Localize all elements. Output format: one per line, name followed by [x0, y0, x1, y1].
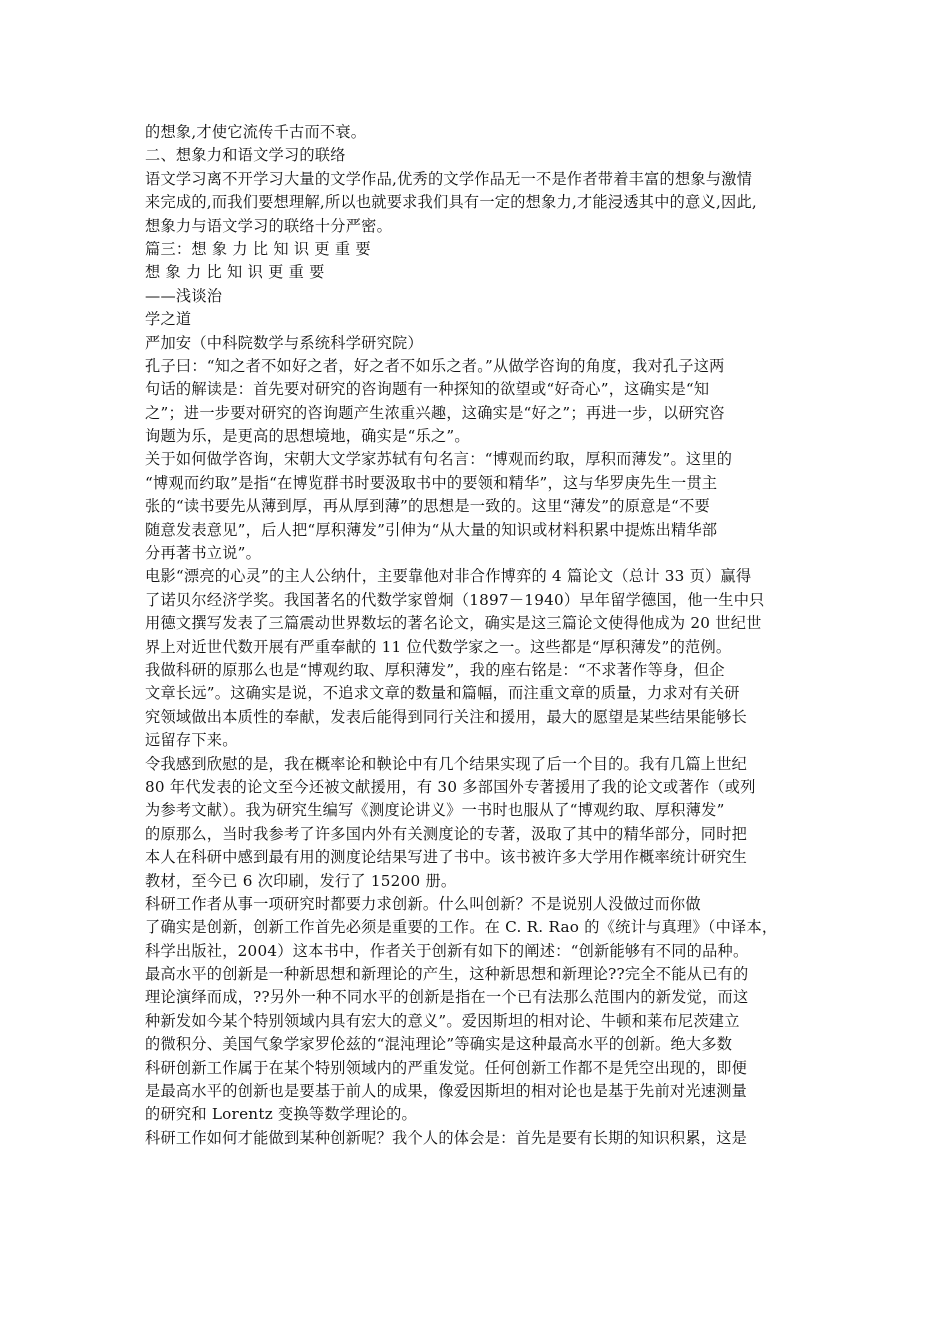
text-line: 语文学习离不开学习大量的文学作品,优秀的文学作品无一不是作者带着丰富的想象与激情 [145, 169, 753, 188]
text-line: 了确实是创新，创新工作首先必须是重要的工作。在 C. R. Rao 的《统计与真理》（中译本， [145, 918, 778, 937]
text-line: 句话的解读是：首先要对研究的咨询题有一种探知的欲望或“好奇心”，这确实是“知 [145, 380, 710, 399]
text-line: 理论演绎而成，??另外一种不同水平的创新是指在一个已有法那么范围内的新发觉，而这 [145, 988, 749, 1007]
text-line: “博观而约取”是指“在博览群书时要汲取书中的要领和精华”，这与华罗庚先生一贯主 [145, 473, 718, 492]
text-line: 孔子曰：“知之者不如好之者，好之者不如乐之者。”从做学咨询的角度，我对孔子这两 [145, 356, 725, 375]
text-line: 种新发如今某个特别领域内具有宏大的意义”。爱因斯坦的相对论、牛顿和莱布尼茨建立 [145, 1011, 740, 1030]
text-line: 电影“漂亮的心灵”的主人公纳什，主要靠他对非合作博弈的 4 篇论文（总计 33 页）赢得 [145, 567, 752, 586]
text-line: 远留存下来。 [145, 731, 238, 750]
text-line: 了诺贝尔经济学奖。我国著名的代数学家曾炯（1897－1940）早年留学德国，他一生中只 [145, 590, 765, 609]
text-line: 用德文撰写发表了三篇震动世界数坛的著名论文，确实是这三篇论文使得他成为 20 世纪世 [145, 614, 762, 633]
text-line: 分再著书立说”。 [145, 544, 262, 563]
text-line: 文章长远”。这确实是说，不追求文章的数量和篇幅，而注重文章的质量，力求对有关研 [145, 684, 740, 703]
body-text [145, 121, 813, 1150]
text-line: 为参考文献）。我为研究生编写《测度论讲义》一书时也服从了“博观约取、厚积薄发” [145, 801, 725, 820]
text-line: 界上对近世代数开展有严重奉献的 11 位代数学家之一。这些都是“厚积薄发”的范例。 [145, 637, 732, 656]
text-line: 询题为乐，是更高的思想境地，确实是“乐之”。 [145, 427, 470, 446]
text-line: 的想象,才使它流传千古而不衰。 [145, 123, 367, 141]
text-line: 想象力与语文学习的联络十分严密。 [145, 216, 392, 235]
text-line: 随意发表意见”，后人把“厚积薄发”引伸为“从大量的知识或材料积累中提炼出精华部 [145, 520, 718, 539]
text-line: 令我感到欣慰的是，我在概率论和鞅论中有几个结果实现了后一个目的。我有几篇上世纪 [145, 754, 748, 773]
text-line: 想 象 力 比 知 识 更 重 要 [145, 263, 325, 282]
text-line: 篇三：想 象 力 比 知 识 更 重 要 [145, 239, 371, 258]
text-line: 关于如何做学咨询，宋朝大文学家苏轼有句名言：“博观而约取，厚积而薄发”。这里的 [145, 450, 733, 469]
text-line: 的研究和 Lorentz 变换等数学理论的。 [145, 1105, 417, 1124]
text-line: 究领域做出本质性的奉献，发表后能得到同行关注和援用，最大的愿望是某些结果能够长 [145, 707, 748, 726]
text-line: 科研创新工作属于在某个特别领域内的严重发觉。任何创新工作都不是凭空出现的，即便 [145, 1058, 748, 1077]
text-line: 的原那么，当时我参考了许多国内外有关测度论的专著，汲取了其中的精华部分，同时把 [145, 824, 748, 843]
text-line: 严加安（中科院数学与系统科学研究院） [145, 333, 423, 352]
text-line: 来完成的,而我们要想理解,所以也就要求我们具有一定的想象力,才能浸透其中的意义,因此, [145, 193, 758, 212]
text-line: 学之道 [145, 310, 192, 329]
text-line: 教材，至今已 6 次印刷，发行了 15200 册。 [145, 871, 457, 890]
text-line: 二、想象力和语文学习的联络 [145, 146, 346, 165]
text-line: 80 年代发表的论文至今还被文献援用，有 30 多部国外专著援用了我的论文或著作（或列 [145, 777, 756, 796]
text-line: 科研工作者从事一项研究时都要力求创新。什么叫创新？不是说别人没做过而你做 [145, 894, 701, 913]
text-line: 本人在科研中感到最有用的测度论结果写进了书中。该书被许多大学用作概率统计研究生 [145, 848, 748, 867]
text-line: 科研工作如何才能做到某种创新呢？我个人的体会是：首先是要有长期的知识积累，这是 [145, 1128, 748, 1147]
text-line: 张的“读书要先从薄到厚，再从厚到薄”的思想是一致的。这里“薄发”的原意是“不要 [145, 497, 710, 516]
text-line: 是最高水平的创新也是要基于前人的成果，像爱因斯坦的相对论也是基于先前对光速测量 [145, 1082, 748, 1101]
text-line: 最高水平的创新是一种新思想和新理论的产生，这种新思想和新理论??完全不能从已有的 [145, 965, 749, 984]
text-line: 之”；进一步要对研究的咨询题产生浓重兴趣，这确实是“好之”；再进一步，以研究咨 [145, 403, 725, 422]
text-line: 科学出版社，2004）这本书中，作者关于创新有如下的阐述：“创新能够有不同的品种。 [145, 941, 749, 960]
text-line: 的微积分、美国气象学家罗伦兹的“混沌理论”等确实是这种最高水平的创新。绝大多数 [145, 1035, 733, 1054]
text-line: ——浅谈治 [145, 286, 223, 305]
text-line: 我做科研的原那么也是“博观约取、厚积薄发”，我的座右铭是：“不求著作等身，但企 [145, 660, 725, 679]
